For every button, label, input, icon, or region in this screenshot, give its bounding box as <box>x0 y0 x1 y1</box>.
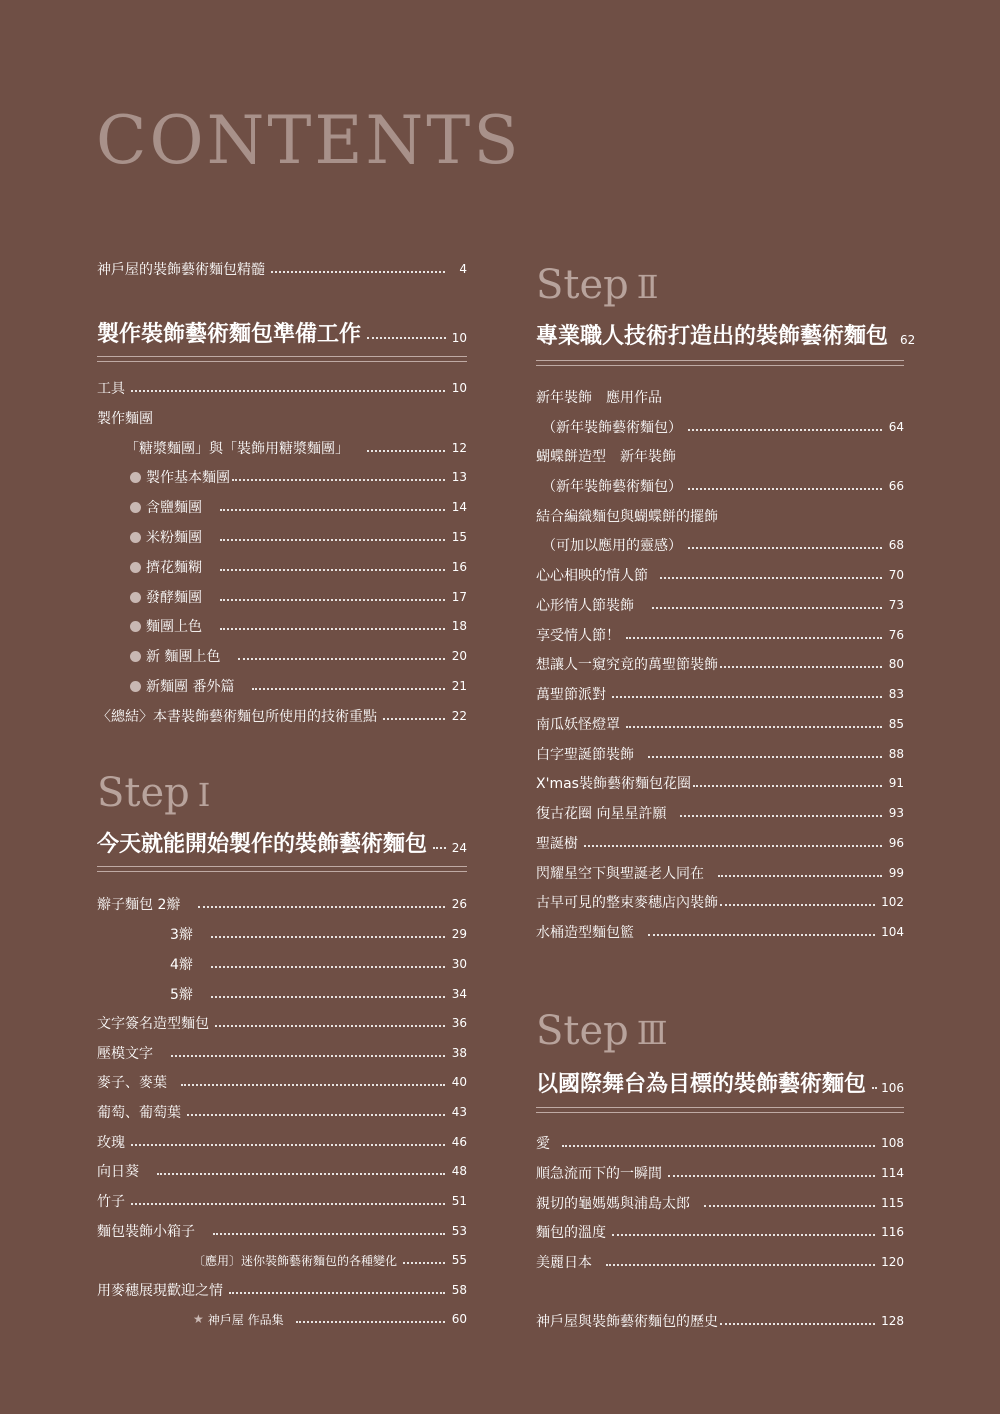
entry-title: 米粉麵團 <box>146 530 202 546</box>
toc-entry[interactable] <box>536 1130 904 1156</box>
entry-page: 38 <box>451 1046 467 1060</box>
entry-page: 58 <box>451 1283 467 1297</box>
entry-page: 68 <box>888 538 904 552</box>
section-heading-step3[interactable] <box>536 1062 904 1102</box>
entry-title: 想讓人一窺究竟的萬聖節裝飾 <box>536 657 718 673</box>
bullet-icon <box>130 651 141 662</box>
toc-entry[interactable] <box>130 613 467 639</box>
entry-page: 34 <box>451 987 467 1001</box>
toc-entry[interactable] <box>536 651 904 677</box>
entry-title: 享受情人節！ <box>536 628 620 644</box>
step-number: Ⅰ <box>197 776 211 814</box>
entry-page: 104 <box>881 925 904 939</box>
divider <box>97 356 467 362</box>
entry-title: 「糖漿麵團」與「裝飾用糖漿麵團」 <box>125 441 349 457</box>
toc-entry[interactable] <box>97 1158 467 1184</box>
section-heading-prep[interactable] <box>97 312 467 352</box>
toc-entry[interactable] <box>536 800 904 826</box>
entry-title: 心形情人節裝飾 <box>536 598 634 614</box>
heading-page: 62 <box>900 333 916 347</box>
toc-entry[interactable] <box>130 494 467 520</box>
step-label <box>536 260 659 312</box>
entry-title: 含鹽麵團 <box>146 500 202 516</box>
step-word: Step <box>536 1008 629 1054</box>
entry-page: 15 <box>451 530 467 544</box>
entry-title: 結合編織麵包與蝴蝶餅的擺飾 <box>536 509 718 525</box>
bullet-icon <box>130 472 141 483</box>
toc-entry[interactable] <box>130 584 467 610</box>
entry-title: 〈總結〉本書裝飾藝術麵包所使用的技術重點 <box>97 709 377 725</box>
entry-title: 蝴蝶餅造型 新年裝飾 <box>536 449 676 465</box>
toc-entry[interactable] <box>97 1277 467 1303</box>
entry-page: 60 <box>451 1312 467 1326</box>
toc-entry[interactable] <box>97 1010 467 1036</box>
entry-title: 壓模文字 <box>97 1046 153 1062</box>
entry-title: 擠花麵糊 <box>146 560 202 576</box>
heading-title: 製作裝飾藝術麵包準備工作 <box>97 320 362 347</box>
entry-page: 128 <box>881 1314 904 1328</box>
entry-title: （新年裝飾藝術麵包） <box>542 479 682 495</box>
toc-entry[interactable] <box>97 1069 467 1095</box>
entry-page: 36 <box>451 1016 467 1030</box>
entry-title: 辮子麵包 2辮 <box>97 897 181 913</box>
entry-page: 83 <box>888 687 904 701</box>
entry-page: 108 <box>881 1136 904 1150</box>
entry-page: 64 <box>888 420 904 434</box>
entry-page: 99 <box>888 866 904 880</box>
heading-page: 106 <box>881 1081 904 1095</box>
heading-page: 24 <box>451 841 467 855</box>
entry-page: 18 <box>451 619 467 633</box>
entry-page: 40 <box>451 1075 467 1089</box>
entry-title: 神戶屋的裝飾藝術麵包精髓 <box>97 262 265 278</box>
step-number: Ⅲ <box>636 1014 668 1052</box>
entry-page: 14 <box>451 500 467 514</box>
entry-page: 43 <box>451 1105 467 1119</box>
toc-entry[interactable] <box>536 1219 904 1245</box>
entry-title: 閃耀星空下與聖誕老人同在 <box>536 866 704 882</box>
entry-title: 新 麵團上色 <box>146 649 221 665</box>
entry-page: 22 <box>451 709 467 723</box>
entry-title: 古早可見的整束麥穗店內裝飾 <box>536 895 718 911</box>
entry-title: （可加以應用的靈感） <box>542 538 682 554</box>
toc-entry[interactable] <box>536 830 904 856</box>
entry-title: 白字聖誕節裝飾 <box>536 747 634 763</box>
entry-page: 76 <box>888 628 904 642</box>
step-number: Ⅱ <box>636 268 659 306</box>
entry-title: 水桶造型麵包籃 <box>536 925 634 941</box>
entry-title: 復古花圈 向星星許願 <box>536 806 667 822</box>
entry-page: 46 <box>451 1135 467 1149</box>
entry-page: 85 <box>888 717 904 731</box>
entry-page: 20 <box>451 649 467 663</box>
entry-page: 88 <box>888 747 904 761</box>
toc-entry[interactable] <box>542 473 904 499</box>
toc-entry[interactable] <box>536 860 904 886</box>
toc-entry[interactable] <box>97 1040 467 1066</box>
star-icon: ★ <box>193 1312 204 1326</box>
entry-page: 114 <box>881 1166 904 1180</box>
entry-title: 麥子、麥葉 <box>97 1075 167 1091</box>
entry-title: 發酵麵團 <box>146 590 202 606</box>
entry-page: 48 <box>451 1164 467 1178</box>
entry-title: 葡萄、葡萄葉 <box>97 1105 181 1121</box>
bullet-icon <box>130 621 141 632</box>
entry-page: 80 <box>888 657 904 671</box>
bullet-icon <box>130 592 141 603</box>
heading-title: 以國際舞台為目標的裝飾藝術麵包 <box>536 1070 867 1097</box>
entry-page: 93 <box>888 806 904 820</box>
toc-entry[interactable] <box>130 524 467 550</box>
step-label <box>97 768 210 820</box>
heading-title: 專業職人技術打造出的裝飾藝術麵包 <box>536 322 889 349</box>
toc-entry[interactable] <box>97 891 467 917</box>
toc-entry[interactable] <box>536 562 904 588</box>
toc-entry[interactable] <box>97 405 467 431</box>
entry-title: 製作麵團 <box>97 411 153 427</box>
entry-title: 製作基本麵團 <box>146 470 230 486</box>
entry-title: 順急流而下的一瞬間 <box>536 1166 662 1182</box>
entry-page: 55 <box>451 1253 467 1267</box>
toc-entry[interactable] <box>170 921 467 947</box>
entry-page: 10 <box>451 381 467 395</box>
toc-entry[interactable] <box>170 951 467 977</box>
toc-entry[interactable] <box>130 554 467 580</box>
entry-page: 73 <box>888 598 904 612</box>
entry-page: 120 <box>881 1255 904 1269</box>
entry-title: 新年裝飾 應用作品 <box>536 390 662 406</box>
entry-title: 心心相映的情人節 <box>536 568 648 584</box>
bullet-icon <box>130 681 141 692</box>
entry-title: 萬聖節派對 <box>536 687 606 703</box>
entry-title: 聖誕樹 <box>536 836 578 852</box>
entry-page: 102 <box>881 895 904 909</box>
toc-entry[interactable] <box>536 592 904 618</box>
entry-title: 向日葵 <box>97 1164 139 1180</box>
toc-entry[interactable] <box>536 1308 904 1334</box>
toc-entry[interactable] <box>542 414 904 440</box>
entry-title: 神戶屋 作品集 <box>207 1312 284 1327</box>
entry-page: 30 <box>451 957 467 971</box>
toc-entry[interactable] <box>536 681 904 707</box>
toc-entry[interactable] <box>193 1306 467 1332</box>
entry-page: 115 <box>881 1196 904 1210</box>
entry-title: 〔應用〕迷你裝飾藝術麵包的各種變化 <box>193 1253 398 1268</box>
toc-entry[interactable] <box>97 375 467 401</box>
toc-entry[interactable] <box>536 503 904 529</box>
bullet-icon <box>130 532 141 543</box>
toc-entry[interactable] <box>97 1218 467 1244</box>
entry-page: 116 <box>881 1225 904 1239</box>
page-title: CONTENTS <box>96 102 522 179</box>
toc-entry[interactable] <box>125 435 467 461</box>
entry-page: 4 <box>459 262 467 276</box>
entry-title: 5辮 <box>170 987 193 1003</box>
toc-entry[interactable] <box>542 532 904 558</box>
toc-entry[interactable] <box>536 711 904 737</box>
step-word: Step <box>536 262 629 308</box>
entry-page: 12 <box>451 441 467 455</box>
toc-entry[interactable] <box>97 1188 467 1214</box>
entry-page: 70 <box>888 568 904 582</box>
toc-entry[interactable] <box>97 1129 467 1155</box>
toc-entry[interactable] <box>130 673 467 699</box>
entry-title: 文字簽名造型麵包 <box>97 1016 209 1032</box>
entry-title: 愛 <box>536 1136 550 1152</box>
toc-entry[interactable] <box>97 1099 467 1125</box>
step-label <box>536 1006 668 1058</box>
entry-page: 16 <box>451 560 467 574</box>
toc-entry[interactable] <box>536 889 904 915</box>
divider <box>536 360 904 366</box>
entry-page: 17 <box>451 590 467 604</box>
toc-entry[interactable] <box>193 1247 467 1273</box>
entry-title: （新年裝飾藝術麵包） <box>542 420 682 436</box>
entry-title: 麵團上色 <box>146 619 202 635</box>
toc-entry[interactable] <box>536 741 904 767</box>
entry-page: 51 <box>451 1194 467 1208</box>
toc-entry[interactable] <box>130 464 467 490</box>
entry-title: 南瓜妖怪燈罩 <box>536 717 620 733</box>
divider <box>536 1107 904 1113</box>
toc-entry[interactable] <box>536 384 904 410</box>
toc-entry[interactable] <box>130 643 467 669</box>
toc-entry[interactable] <box>536 622 904 648</box>
entry-page: 96 <box>888 836 904 850</box>
heading-title: 今天就能開始製作的裝飾藝術麵包 <box>97 830 428 857</box>
toc-entry[interactable] <box>536 1190 904 1216</box>
entry-page: 91 <box>888 776 904 790</box>
entry-title: 3辮 <box>170 927 193 943</box>
entry-page: 21 <box>451 679 467 693</box>
heading-page: 10 <box>451 331 467 345</box>
entry-title: 用麥穗展現歡迎之情 <box>97 1283 223 1299</box>
toc-entry[interactable] <box>536 1249 904 1275</box>
toc-entry[interactable] <box>170 981 467 1007</box>
toc-entry[interactable] <box>536 1160 904 1186</box>
bullet-icon <box>130 562 141 573</box>
divider <box>97 866 467 872</box>
entry-title: 工具 <box>97 381 125 397</box>
entry-title: 親切的龜媽媽與浦島太郎 <box>536 1196 690 1212</box>
section-heading-step1[interactable] <box>97 822 467 862</box>
entry-title: X'mas裝飾藝術麵包花圈 <box>536 776 691 792</box>
entry-page: 53 <box>451 1224 467 1238</box>
toc-entry[interactable] <box>536 770 904 796</box>
entry-page: 66 <box>888 479 904 493</box>
toc-entry[interactable] <box>97 256 467 282</box>
bullet-icon <box>130 502 141 513</box>
entry-title: 玫瑰 <box>97 1135 125 1151</box>
entry-title: 4辮 <box>170 957 193 973</box>
entry-title: 新麵團 番外篇 <box>146 679 235 695</box>
entry-title: 麵包裝飾小箱子 <box>97 1224 195 1240</box>
toc-entry[interactable] <box>536 443 904 469</box>
entry-title: 神戶屋與裝飾藝術麵包的歷史 <box>536 1314 718 1330</box>
section-heading-step2[interactable] <box>536 314 916 354</box>
entry-title: 美麗日本 <box>536 1255 592 1271</box>
step-word: Step <box>97 770 190 816</box>
toc-entry[interactable] <box>536 919 904 945</box>
entry-page: 26 <box>451 897 467 911</box>
entry-page: 29 <box>451 927 467 941</box>
entry-page: 13 <box>451 470 467 484</box>
entry-title: 麵包的溫度 <box>536 1225 606 1241</box>
toc-entry[interactable] <box>97 703 467 729</box>
entry-title: 竹子 <box>97 1194 125 1210</box>
